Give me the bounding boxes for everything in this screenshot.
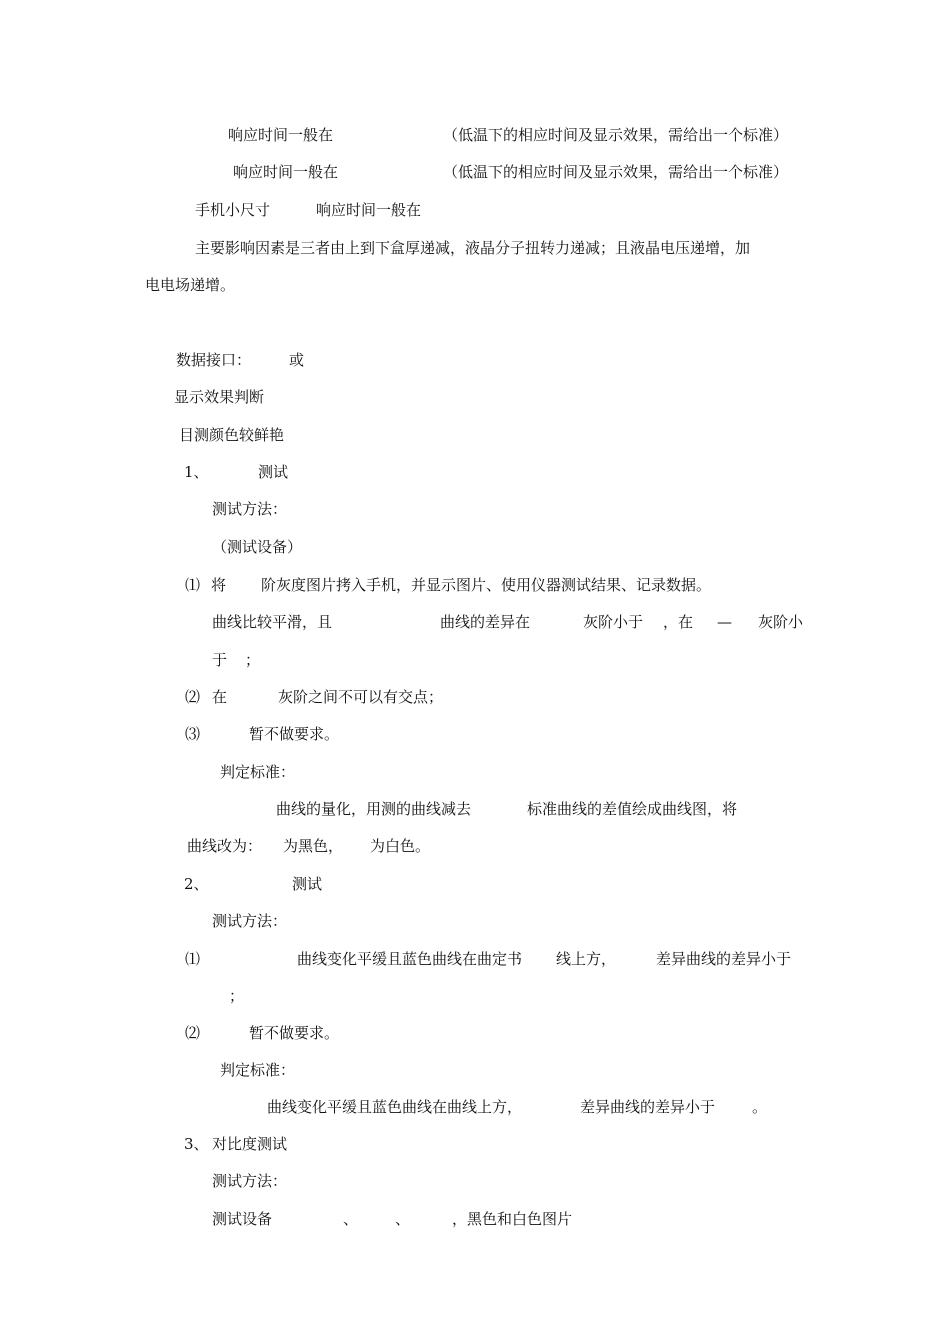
- section-number: 2、: [184, 875, 209, 893]
- text-line: 主要影响因素是三者由上到下盒厚递减，液晶分子扭转力递减；且液晶电压递增，加: [195, 239, 751, 257]
- text-line: （测试设备）: [212, 538, 303, 556]
- section-title: 对比度测试: [212, 1135, 288, 1153]
- text-line: （低温下的相应时间及显示效果，需给出一个标准）: [443, 163, 789, 181]
- list-number: ⑵: [185, 1024, 201, 1042]
- list-number: ⑵: [185, 688, 201, 706]
- text-line: 差异曲线的差异小于: [580, 1098, 716, 1116]
- text-line: —: [717, 613, 732, 631]
- section-title: 测试: [258, 463, 289, 481]
- text-line: 响应时间一般在: [233, 163, 339, 181]
- text-line: 差异曲线的差异小于: [656, 950, 792, 968]
- text-line: 灰阶小: [758, 613, 804, 631]
- text-line: 手机小尺寸: [195, 201, 271, 219]
- text-line: 、: [343, 1210, 359, 1228]
- section-title: 测试: [292, 875, 323, 893]
- text-line: 测试方法：: [212, 912, 288, 930]
- text-line: 曲线改为：: [187, 837, 263, 855]
- text-line: 测试方法：: [212, 1172, 288, 1190]
- text-line: 显示效果判断: [174, 388, 265, 406]
- text-line: 测试设备: [212, 1210, 273, 1228]
- text-line: 灰阶之间不可以有交点；: [278, 688, 444, 706]
- text-line: 灰阶小于: [583, 613, 644, 631]
- section-number: 1、: [184, 463, 209, 481]
- text-line: 判定标准：: [220, 1061, 296, 1079]
- text-line: 线上方，: [556, 950, 617, 968]
- text-line: 曲线的量化，用测的曲线减去: [276, 800, 472, 818]
- text-line: 目测颜色较鲜艳: [179, 426, 285, 444]
- text-line: 于: [212, 651, 228, 669]
- text-line: 暂不做要求。: [249, 1024, 340, 1042]
- text-line: 或: [289, 351, 305, 369]
- text-line: ，在: [663, 613, 694, 631]
- text-line: 响应时间一般在: [228, 126, 334, 144]
- text-line: 曲线比较平滑，且: [212, 613, 333, 631]
- section-number: 3、: [184, 1135, 209, 1153]
- text-line: 在: [212, 688, 228, 706]
- list-number: ⑶: [185, 725, 201, 743]
- text-line: 测试方法：: [212, 500, 288, 518]
- text-line: 判定标准：: [220, 763, 296, 781]
- text-line: 电电场递增。: [145, 276, 236, 294]
- text-line: 标准曲线的差值绘成曲线图，将: [527, 800, 738, 818]
- text-line: 曲线的差异在: [440, 613, 531, 631]
- text-line: 曲线变化平缓且蓝色曲线在曲定书: [297, 950, 523, 968]
- text-line: 响应时间一般在: [316, 201, 422, 219]
- list-number: ⑴: [185, 576, 201, 594]
- text-line: （低温下的相应时间及显示效果，需给出一个标准）: [443, 126, 789, 144]
- text-line: 。: [752, 1098, 768, 1116]
- text-line: 数据接口：: [176, 351, 252, 369]
- list-number: ⑴: [185, 950, 201, 968]
- text-line: 将: [211, 576, 227, 594]
- text-line: ，黑色和白色图片: [452, 1210, 573, 1228]
- text-line: 阶灰度图片拷入手机，并显示图片、使用仪器测试结果、记录数据。: [261, 576, 712, 594]
- text-line: ；: [229, 987, 245, 1005]
- text-line: ；: [245, 651, 261, 669]
- text-line: 为白色。: [370, 837, 431, 855]
- text-line: 、: [395, 1210, 411, 1228]
- text-line: 暂不做要求。: [249, 725, 340, 743]
- text-line: 为黑色，: [283, 837, 344, 855]
- text-line: 曲线变化平缓且蓝色曲线在曲线上方，: [267, 1098, 523, 1116]
